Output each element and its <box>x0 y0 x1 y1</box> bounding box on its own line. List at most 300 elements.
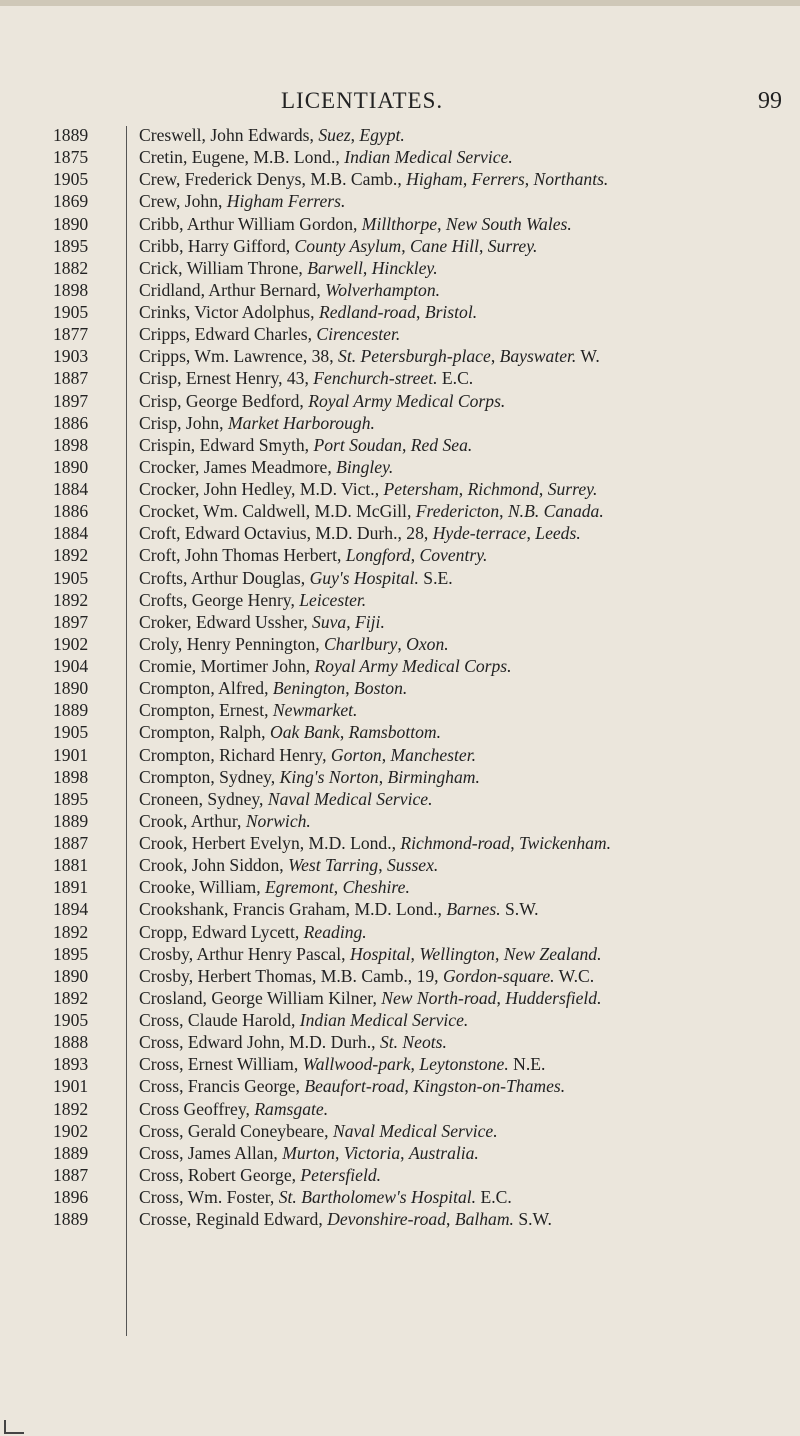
entry-text <box>139 744 789 766</box>
entry-text <box>139 1098 789 1120</box>
entry-detail: , <box>524 169 534 190</box>
entry-detail: E.C. <box>437 368 474 389</box>
entry-place: Fiji. <box>355 611 385 632</box>
list-item <box>0 655 800 677</box>
entry-place: Ramsgate. <box>254 1098 329 1119</box>
entry-text <box>139 345 789 367</box>
entry-year: 1892 <box>53 545 89 566</box>
entry-detail: Croly, Henry Pennington, <box>139 633 325 654</box>
entry-year: 1889 <box>53 1142 89 1163</box>
entry-place: Petersfield. <box>300 1164 382 1185</box>
entry-place: Naval Medical Service. <box>267 788 433 809</box>
entry-text <box>139 567 789 589</box>
entry-year: 1892 <box>53 921 89 942</box>
entry-year: 1889 <box>53 1209 89 1230</box>
entry-year: 1892 <box>53 987 89 1008</box>
entry-year: 1898 <box>53 279 89 300</box>
entry-detail: Crocket, Wm. Caldwell, M.D. McGill, <box>139 501 416 522</box>
entry-detail: Cross, James Allan, <box>139 1142 283 1163</box>
entry-place: Coventry. <box>419 545 488 566</box>
entry-text <box>139 257 789 279</box>
entry-detail: Cross, Gerald Coneybeare, <box>139 1120 333 1141</box>
list-item <box>0 257 800 279</box>
entry-text <box>139 1186 789 1208</box>
entry-place: West Tarring <box>288 855 379 876</box>
entry-detail: S.W. <box>500 899 539 920</box>
entry-detail: Crocker, James Meadmore, <box>139 456 337 477</box>
entry-detail: Cross, Edward John, M.D. Durh., <box>139 1032 380 1053</box>
entry-place: Leeds. <box>535 523 581 544</box>
list-item <box>0 412 800 434</box>
entry-place: Suva <box>312 611 347 632</box>
list-item <box>0 190 800 212</box>
entry-year: 1890 <box>53 678 89 699</box>
entry-text <box>139 412 789 434</box>
entry-detail: , <box>334 1142 344 1163</box>
entry-year: 1897 <box>53 390 89 411</box>
entry-place: Egremont <box>265 877 334 898</box>
entry-place: Wolverhampton. <box>325 279 441 300</box>
entry-detail: Cross, Francis George, <box>139 1076 305 1097</box>
entry-detail: Cross, Claude Harold, <box>139 1010 300 1030</box>
entry-year: 1891 <box>53 877 89 898</box>
entry-year: 1901 <box>53 744 89 765</box>
entry-place: Gordon-square. <box>442 965 555 986</box>
list-item <box>0 921 800 943</box>
entry-detail: , <box>345 678 355 699</box>
entry-place: Balham. <box>454 1209 514 1230</box>
entry-year: 1875 <box>53 147 89 168</box>
entry-place: Naval Medical Service. <box>332 1120 498 1141</box>
entry-year: 1877 <box>53 324 89 345</box>
page-header <box>0 88 800 118</box>
entry-text <box>139 832 789 854</box>
list-item <box>0 434 800 456</box>
list-item <box>0 1009 800 1031</box>
entry-detail: Crew, John, <box>139 191 227 212</box>
entry-year: 1887 <box>53 833 89 853</box>
entry-place: Oxon. <box>406 633 449 654</box>
entry-detail: Crispin, Edward Smyth, <box>139 434 314 455</box>
entry-place: Richmond-road <box>400 833 511 853</box>
entry-place: Royal Army Medical Corps. <box>308 390 506 411</box>
list-item <box>0 898 800 920</box>
list-item <box>0 854 800 876</box>
list-item <box>0 323 800 345</box>
entry-year: 1902 <box>53 633 89 654</box>
entry-place: New South Wales. <box>445 213 572 234</box>
entry-place: New Zealand. <box>503 943 602 964</box>
list-item <box>0 522 800 544</box>
entry-detail: E.C. <box>476 1187 512 1207</box>
entry-year: 1897 <box>53 611 89 632</box>
entry-detail: , <box>446 1209 455 1230</box>
entry-detail: Crisp, Ernest Henry, 43, <box>139 368 314 389</box>
list-item <box>0 1186 800 1208</box>
entry-detail: Crosby, Arthur Henry Pascal, <box>139 943 350 964</box>
entry-year: 1895 <box>53 235 89 256</box>
entry-text <box>139 788 789 810</box>
entry-place: Royal Army Medical Corps. <box>314 656 512 676</box>
list-item <box>0 721 800 743</box>
entry-detail: Crook, John Siddon, <box>139 855 289 876</box>
entry-text <box>139 1208 789 1230</box>
entry-place: Wellington <box>419 943 495 964</box>
entry-year: 1898 <box>53 766 89 787</box>
entry-text <box>139 921 789 943</box>
entry-detail: , <box>401 434 411 455</box>
entry-text <box>139 478 789 500</box>
entry-place: Higham <box>406 169 463 190</box>
entry-place: Boston. <box>354 678 408 699</box>
entry-year: 1889 <box>53 700 89 721</box>
list-item <box>0 500 800 522</box>
entry-year: 1889 <box>53 810 89 831</box>
entry-detail: Crosse, Reginald Edward, <box>139 1209 328 1230</box>
entry-place: Petersham <box>383 479 459 499</box>
entry-place: Bingley. <box>336 456 394 477</box>
page-number: 99 <box>758 88 782 114</box>
entry-detail: Cross, Wm. Foster, <box>139 1187 279 1207</box>
list-item <box>0 567 800 589</box>
list-item <box>0 1164 800 1186</box>
entry-place: Kingston-on-Thames. <box>413 1076 566 1097</box>
entry-place: Hinckley. <box>371 257 438 278</box>
entry-detail: , <box>410 1054 420 1075</box>
list-item <box>0 456 800 478</box>
entry-year: 1904 <box>53 656 89 676</box>
entry-detail: Cripps, Wm. Lawrence, 38, <box>139 346 339 367</box>
entry-detail: , <box>416 302 425 322</box>
list-item <box>0 168 800 190</box>
entry-detail: Crompton, Alfred, <box>139 678 273 699</box>
list-item <box>0 124 800 146</box>
list-item <box>0 965 800 987</box>
list-item <box>0 146 800 168</box>
entry-year: 1890 <box>53 213 89 234</box>
entry-detail: Creswell, John Edwards, <box>139 125 319 145</box>
entry-detail: , <box>478 235 488 256</box>
entry-text <box>139 1031 789 1053</box>
entry-detail: Cribb, Harry Gifford, <box>139 235 295 256</box>
entry-text <box>139 699 789 721</box>
entry-text <box>139 390 789 412</box>
entry-detail: , <box>437 213 446 234</box>
entry-place: Murton <box>282 1142 335 1163</box>
entry-detail: , <box>381 744 391 765</box>
entry-text <box>139 146 789 168</box>
page-top-edge <box>0 0 800 6</box>
entry-detail: , <box>496 987 506 1008</box>
list-item <box>0 611 800 633</box>
entry-year: 1894 <box>53 899 89 920</box>
entry-text <box>139 854 789 876</box>
entry-text <box>139 301 789 323</box>
entry-detail: Croft, John Thomas Herbert, <box>139 545 346 566</box>
entry-year: 1881 <box>53 855 89 876</box>
entry-place: Egypt. <box>359 125 405 145</box>
entry-place: Fredericton <box>415 501 500 522</box>
entry-text <box>139 766 789 788</box>
entry-year: 1890 <box>53 456 89 477</box>
entry-detail: , <box>404 1076 414 1097</box>
entry-place: Cirencester. <box>316 324 401 345</box>
entry-year: 1902 <box>53 1120 89 1141</box>
entry-text <box>139 235 789 257</box>
entry-text <box>139 1009 789 1031</box>
list-item <box>0 699 800 721</box>
list-item <box>0 633 800 655</box>
entry-detail: , <box>494 943 504 964</box>
entry-detail: , <box>400 1142 409 1163</box>
entry-place: Wallwood-park <box>302 1054 411 1075</box>
list-item <box>0 390 800 412</box>
list-item <box>0 345 800 367</box>
entry-year: 1884 <box>53 479 89 499</box>
list-item <box>0 1075 800 1097</box>
entry-place: Port Soudan <box>313 434 402 455</box>
entry-text <box>139 589 789 611</box>
entry-detail: S.E. <box>418 567 453 588</box>
list-item <box>0 810 800 832</box>
entry-detail: Crompton, Ernest, <box>139 700 273 721</box>
entry-place: N.B. Canada. <box>507 501 604 522</box>
entry-place: Barwell <box>307 257 363 278</box>
entry-detail: , <box>510 833 519 853</box>
entry-year: 1884 <box>53 523 89 544</box>
entry-place: Gorton <box>330 744 382 765</box>
entry-text <box>139 677 789 699</box>
entry-detail: Crofts, Arthur Douglas, <box>139 567 310 588</box>
entry-detail: Crofts, George Henry, <box>139 589 300 610</box>
list-item <box>0 1208 800 1230</box>
entry-place: Higham Ferrers. <box>226 191 346 212</box>
entry-detail: , <box>526 523 536 544</box>
entry-text <box>139 124 789 146</box>
entry-detail: , <box>490 346 500 367</box>
entry-place: Longford <box>345 545 411 566</box>
entry-detail: Cropp, Edward Lycett, <box>139 921 304 942</box>
entry-place: Hyde-terrace <box>432 523 527 544</box>
entry-text <box>139 1120 789 1142</box>
entry-place: Huddersfield. <box>505 987 602 1008</box>
entry-text <box>139 965 789 987</box>
entry-year: 1896 <box>53 1187 89 1207</box>
list-item <box>0 1120 800 1142</box>
list-item <box>0 987 800 1009</box>
list-item <box>0 279 800 301</box>
entry-place: Surrey. <box>547 479 598 499</box>
entry-year: 1888 <box>53 1032 89 1053</box>
entry-detail: Crinks, Victor Adolphus, <box>139 302 319 322</box>
entry-detail: Crompton, Richard Henry, <box>139 744 331 765</box>
entry-place: Devonshire-road <box>327 1209 447 1230</box>
list-item <box>0 677 800 699</box>
list-item <box>0 1031 800 1053</box>
list-item <box>0 788 800 810</box>
entry-year: 1893 <box>53 1054 89 1075</box>
list-item <box>0 832 800 854</box>
entry-place: Richmond <box>467 479 539 499</box>
running-title: LICENTIATES. <box>281 88 444 113</box>
entry-place: Leytonstone. <box>419 1054 509 1075</box>
entry-detail: , <box>346 611 356 632</box>
entry-text <box>139 279 789 301</box>
entry-detail: , <box>350 125 360 145</box>
entry-text <box>139 213 789 235</box>
list-item <box>0 213 800 235</box>
entry-year: 1889 <box>53 125 89 145</box>
entry-year: 1886 <box>53 501 89 522</box>
entry-year: 1887 <box>53 1164 89 1185</box>
entry-place: Bayswater. <box>499 346 577 367</box>
list-item <box>0 544 800 566</box>
entry-text <box>139 1053 789 1075</box>
entry-year: 1903 <box>53 346 89 367</box>
entry-place: Newmarket. <box>272 700 358 721</box>
entry-detail: Crookshank, Francis Graham, M.D. Lond., <box>139 899 447 920</box>
entry-place: Bristol. <box>424 302 478 322</box>
entry-place: Benington <box>272 678 346 699</box>
entry-place: Millthorpe <box>361 213 438 234</box>
list-item <box>0 744 800 766</box>
entry-place: Norwich. <box>245 810 311 831</box>
entry-year: 1905 <box>53 1010 89 1030</box>
entry-text <box>139 190 789 212</box>
list-item <box>0 876 800 898</box>
entry-detail: Cribb, Arthur William Gordon, <box>139 213 362 234</box>
list-item <box>0 367 800 389</box>
entry-detail: Cridland, Arthur Bernard, <box>139 279 326 300</box>
list-item <box>0 589 800 611</box>
entry-detail: W.C. <box>554 965 595 986</box>
entry-detail: , <box>339 722 349 743</box>
entry-detail: , <box>410 545 420 566</box>
entry-place: King's Norton <box>279 766 379 787</box>
entry-detail: Crosland, George William Kilner, <box>139 987 382 1008</box>
entry-detail: Cromie, Mortimer John, <box>139 656 315 676</box>
entry-place: Charlbury <box>324 633 398 654</box>
entry-detail: Croft, Edward Octavius, M.D. Durh., 28, <box>139 523 433 544</box>
entry-place: Northants. <box>533 169 609 190</box>
entry-place: Reading. <box>303 921 367 942</box>
entry-place: Birmingham. <box>387 766 480 787</box>
entry-detail: Crook, Arthur, <box>139 810 246 831</box>
entry-place: St. Neots. <box>379 1032 447 1053</box>
entry-detail: Croker, Edward Ussher, <box>139 611 313 632</box>
entry-text <box>139 544 789 566</box>
licentiate-list <box>0 124 800 1230</box>
list-item <box>0 943 800 965</box>
entry-year: 1895 <box>53 943 89 964</box>
entry-year: 1905 <box>53 169 89 190</box>
entry-text <box>139 367 789 389</box>
entry-detail: Crocker, John Hedley, M.D. Vict., <box>139 479 384 499</box>
entry-detail: Croneen, Sydney, <box>139 788 268 809</box>
list-item <box>0 766 800 788</box>
entry-detail: Crook, Herbert Evelyn, M.D. Lond., <box>139 833 401 853</box>
entry-year: 1882 <box>53 257 89 278</box>
entry-text <box>139 1164 789 1186</box>
entry-detail: W. <box>576 346 600 367</box>
entry-text <box>139 1142 789 1164</box>
entry-year: 1905 <box>53 302 89 322</box>
entry-place: Leicester. <box>299 589 367 610</box>
entry-year: 1886 <box>53 412 89 433</box>
entry-text <box>139 943 789 965</box>
entry-detail: , <box>378 766 388 787</box>
entry-year: 1901 <box>53 1076 89 1097</box>
entry-detail: , <box>401 235 411 256</box>
entry-place: Market Harborough. <box>227 412 375 433</box>
entry-place: Redland-road <box>318 302 417 322</box>
entry-detail: , <box>333 877 343 898</box>
entry-place: Manchester. <box>390 744 477 765</box>
entry-detail: Crosby, Herbert Thomas, M.B. Camb., 19, <box>139 965 443 986</box>
entry-detail: Cross, Ernest William, <box>139 1054 303 1075</box>
entry-text <box>139 456 789 478</box>
entry-place: Victoria <box>343 1142 401 1163</box>
entry-place: Ferrers <box>471 169 525 190</box>
entry-place: County Asylum <box>294 235 402 256</box>
entry-detail: Cretin, Eugene, M.B. Lond., <box>139 147 345 168</box>
entry-year: 1905 <box>53 722 89 743</box>
entry-year: 1898 <box>53 434 89 455</box>
entry-year: 1869 <box>53 191 89 212</box>
entry-year: 1892 <box>53 589 89 610</box>
entry-place: Cheshire. <box>342 877 410 898</box>
entry-place: Ramsbottom. <box>348 722 442 743</box>
entry-detail: Crompton, Ralph, <box>139 722 270 743</box>
entry-detail: , <box>538 479 548 499</box>
entry-place: St. Petersburgh-place <box>338 346 491 367</box>
entry-place: Indian Medical Service. <box>299 1010 469 1030</box>
entry-year: 1887 <box>53 368 89 389</box>
list-item <box>0 301 800 323</box>
entry-detail: Crick, William Throne, <box>139 257 308 278</box>
entry-place: Cane Hill <box>410 235 479 256</box>
entry-text <box>139 810 789 832</box>
list-item <box>0 235 800 257</box>
entry-text <box>139 1075 789 1097</box>
entry-place: Sussex. <box>387 855 439 876</box>
entry-text <box>139 987 789 1009</box>
entry-detail: , <box>362 257 372 278</box>
entry-place: Barnes. <box>446 899 501 920</box>
entry-year: 1905 <box>53 567 89 588</box>
entry-text <box>139 323 789 345</box>
entry-place: Australia. <box>408 1142 479 1163</box>
list-item <box>0 1053 800 1075</box>
entry-detail: Cross, Robert George, <box>139 1164 301 1185</box>
list-item <box>0 478 800 500</box>
entry-year: 1895 <box>53 788 89 809</box>
entry-text <box>139 500 789 522</box>
entry-detail: N.E. <box>508 1054 546 1075</box>
entry-detail: , <box>410 943 420 964</box>
entry-place: Fenchurch-street. <box>313 368 438 389</box>
entry-detail: Cripps, Edward Charles, <box>139 324 317 345</box>
entry-detail: Crew, Frederick Denys, M.B. Camb., <box>139 169 407 190</box>
entry-place: Red Sea. <box>410 434 473 455</box>
entry-place: Twickenham. <box>519 833 612 853</box>
entry-detail: Cross Geoffrey, <box>139 1098 255 1119</box>
entry-text <box>139 168 789 190</box>
entry-year: 1890 <box>53 965 89 986</box>
entry-text <box>139 655 789 677</box>
list-item <box>0 1142 800 1164</box>
entry-detail: S.W. <box>513 1209 552 1230</box>
